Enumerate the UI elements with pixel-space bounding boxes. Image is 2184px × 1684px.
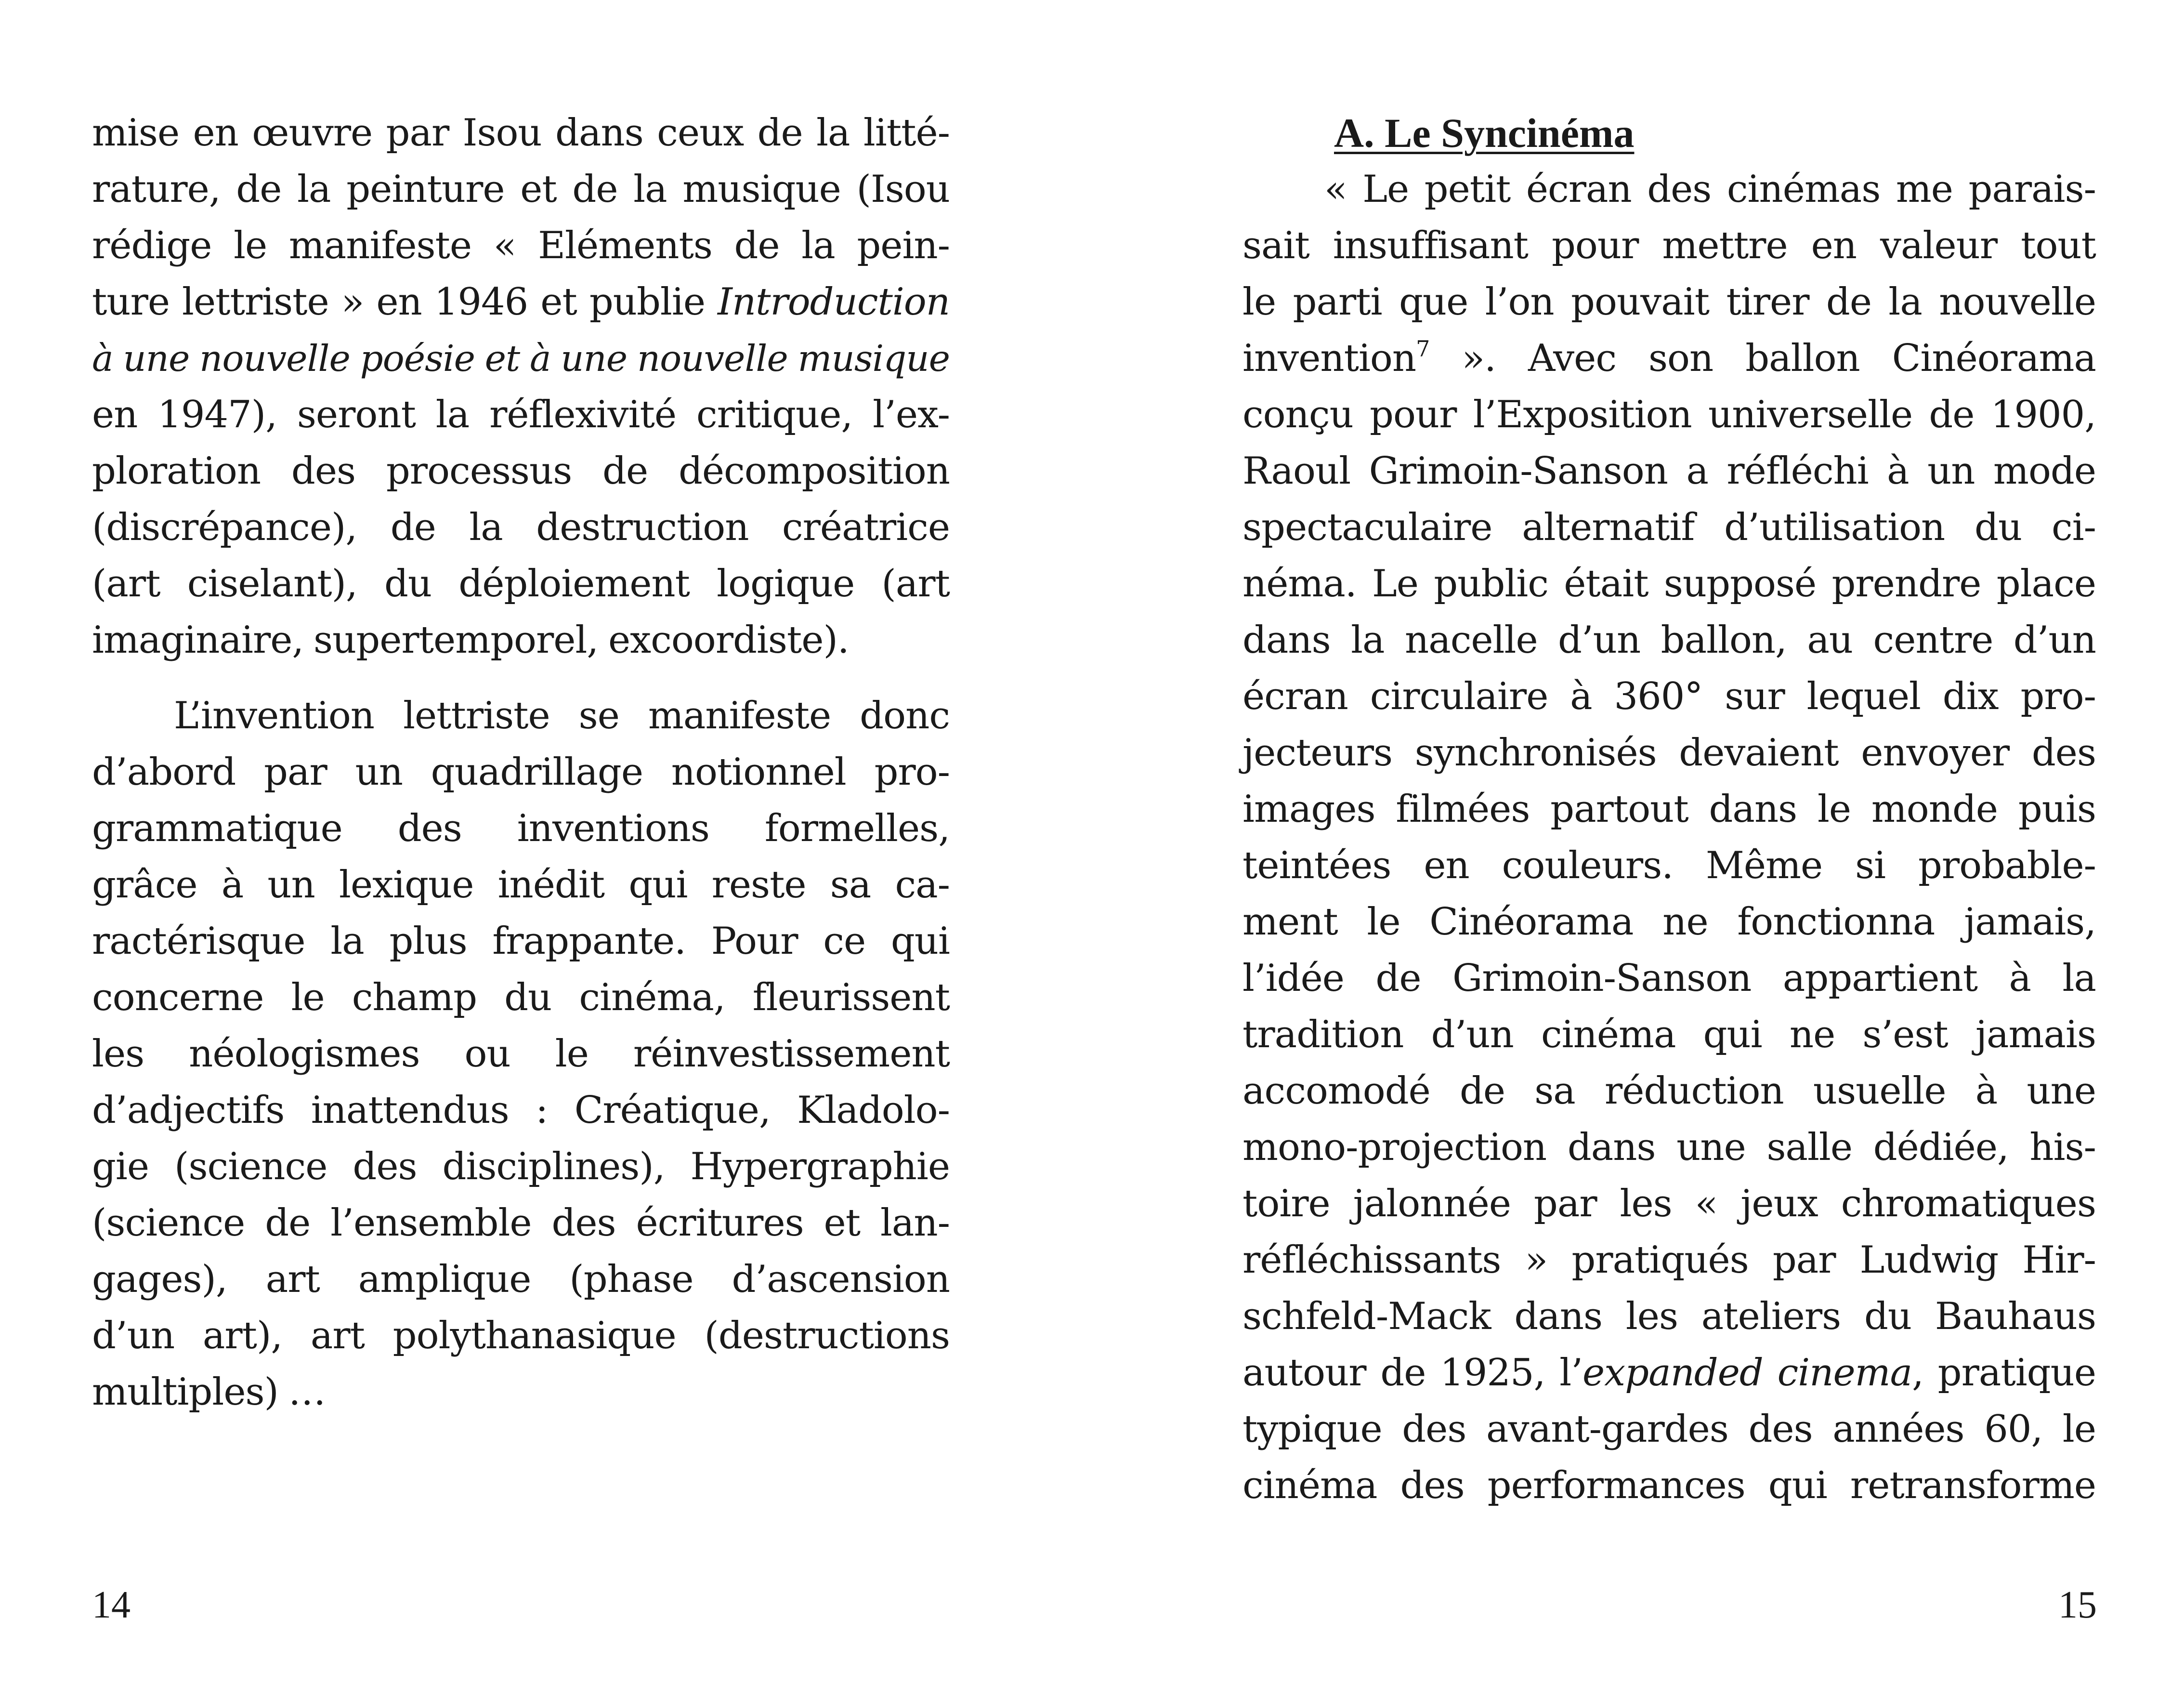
text-line: (science de l’ensemble des écritures et lan- — [92, 1201, 950, 1245]
text-line: ment le Cinéorama ne fonctionna jamais, — [1242, 900, 2096, 944]
text-line: en 1947), seront la réflexivité critique, l’ex- — [92, 393, 950, 436]
text-line: (discrépance), de la destruction créatrice — [92, 506, 950, 549]
text-line: L’invention lettriste se manifeste donc — [174, 694, 950, 737]
text-line: jecteurs synchronisés devaient envoyer des — [1242, 731, 2096, 775]
text-line: d’abord par un quadrillage notionnel pro- — [92, 750, 950, 794]
text-line: rature, de la peinture et de la musique (Isou — [92, 168, 950, 211]
text-segment: , pratique — [1912, 1351, 2096, 1395]
text-line: typique des avant-gardes des années 60, le — [1242, 1408, 2096, 1451]
italic-term: expanded cinema — [1582, 1351, 1912, 1395]
text-line: imaginaire, supertemporel, excoordiste). — [92, 618, 849, 662]
text-line: toire jalonnée par les « jeux chromatiques — [1242, 1182, 2096, 1225]
text-line: gie (science des disciplines), Hypergraphie — [92, 1145, 950, 1188]
book-title-part: Introduction — [718, 280, 950, 324]
text-line: (art ciselant), du déploiement logique (art — [92, 562, 950, 605]
text-line: réfléchissants » pratiqués par Ludwig Hir- — [1242, 1238, 2096, 1282]
text-line: Raoul Grimoin-Sanson a réfléchi à un mode — [1242, 449, 2096, 493]
text-line: d’un art), art polythanasique (destructions — [92, 1314, 950, 1357]
text-line: grâce à un lexique inédit qui reste sa ca- — [92, 863, 950, 907]
text-line: néma. Le public était supposé prendre place — [1242, 562, 2096, 605]
text-line: gages), art amplique (phase d’ascension — [92, 1258, 950, 1301]
text-line: dans la nacelle d’un ballon, au centre d’un — [1242, 618, 2096, 662]
text-segment: invention — [1242, 337, 1416, 380]
left-page-text — [92, 105, 950, 1421]
text-line: le parti que l’on pouvait tirer de la nouvelle — [1242, 280, 2096, 324]
footnote-marker: 7 — [1416, 336, 1430, 362]
page-number-right: 15 — [2058, 1584, 2097, 1626]
text-line: schfeld-Mack dans les ateliers du Bauhaus — [1242, 1295, 2096, 1338]
text-segment: ». Avec son ballon Cinéorama — [1429, 337, 2096, 380]
text-line — [1242, 1345, 2096, 1401]
text-line — [92, 274, 950, 330]
section-heading-text: A. Le Syncinéma — [1334, 110, 1635, 156]
text-line: grammatique des inventions formelles, — [92, 807, 950, 850]
text-line: cinéma des performances qui retransforme — [1242, 1464, 2096, 1507]
text-line: sait insuffisant pour mettre en valeur tout — [1242, 224, 2096, 267]
page-number-left: 14 — [92, 1584, 131, 1626]
text-line: l’idée de Grimoin-Sanson appartient à la — [1242, 957, 2096, 1000]
text-line: mono-projection dans une salle dédiée, his- — [1242, 1126, 2096, 1169]
text-segment: autour de 1925, l’ — [1242, 1351, 1582, 1395]
text-line — [1242, 330, 2096, 387]
text-line: accomodé de sa réduction usuelle à une — [1242, 1069, 2096, 1113]
text-line: les néologismes ou le réinvestissement — [92, 1032, 950, 1076]
text-line: « Le petit écran des cinémas me parais- — [1324, 168, 2096, 211]
text-line: rédige le manifeste « Eléments de la pein- — [92, 224, 950, 267]
text-line: teintées en couleurs. Même si probable- — [1242, 844, 2096, 887]
text-segment: ture lettriste » en 1946 et publie — [92, 280, 705, 324]
text-line: mise en œuvre par Isou dans ceux de la litté- — [92, 111, 950, 155]
section-heading — [1242, 105, 2096, 161]
text-line: concerne le champ du cinéma, fleurissent — [92, 976, 950, 1019]
text-line: images filmées partout dans le monde puis — [1242, 788, 2096, 831]
text-line: d’adjectifs inattendus : Créatique, Kladolo- — [92, 1089, 950, 1132]
text-line: multiples) … — [92, 1370, 326, 1414]
text-line: tradition d’un cinéma qui ne s’est jamais — [1242, 1013, 2096, 1056]
text-line: conçu pour l’Exposition universelle de 1900, — [1242, 393, 2096, 436]
book-title-part: à une nouvelle poésie et à une nouvelle musique — [92, 337, 950, 380]
text-line: spectaculaire alternatif d’utilisation du ci- — [1242, 506, 2096, 549]
text-line: ploration des processus de décomposition — [92, 449, 950, 493]
right-page-text — [1242, 105, 2096, 1514]
text-line: ractérisque la plus frappante. Pour ce qui — [92, 920, 950, 963]
text-line: écran circulaire à 360° sur lequel dix pro- — [1242, 675, 2096, 718]
